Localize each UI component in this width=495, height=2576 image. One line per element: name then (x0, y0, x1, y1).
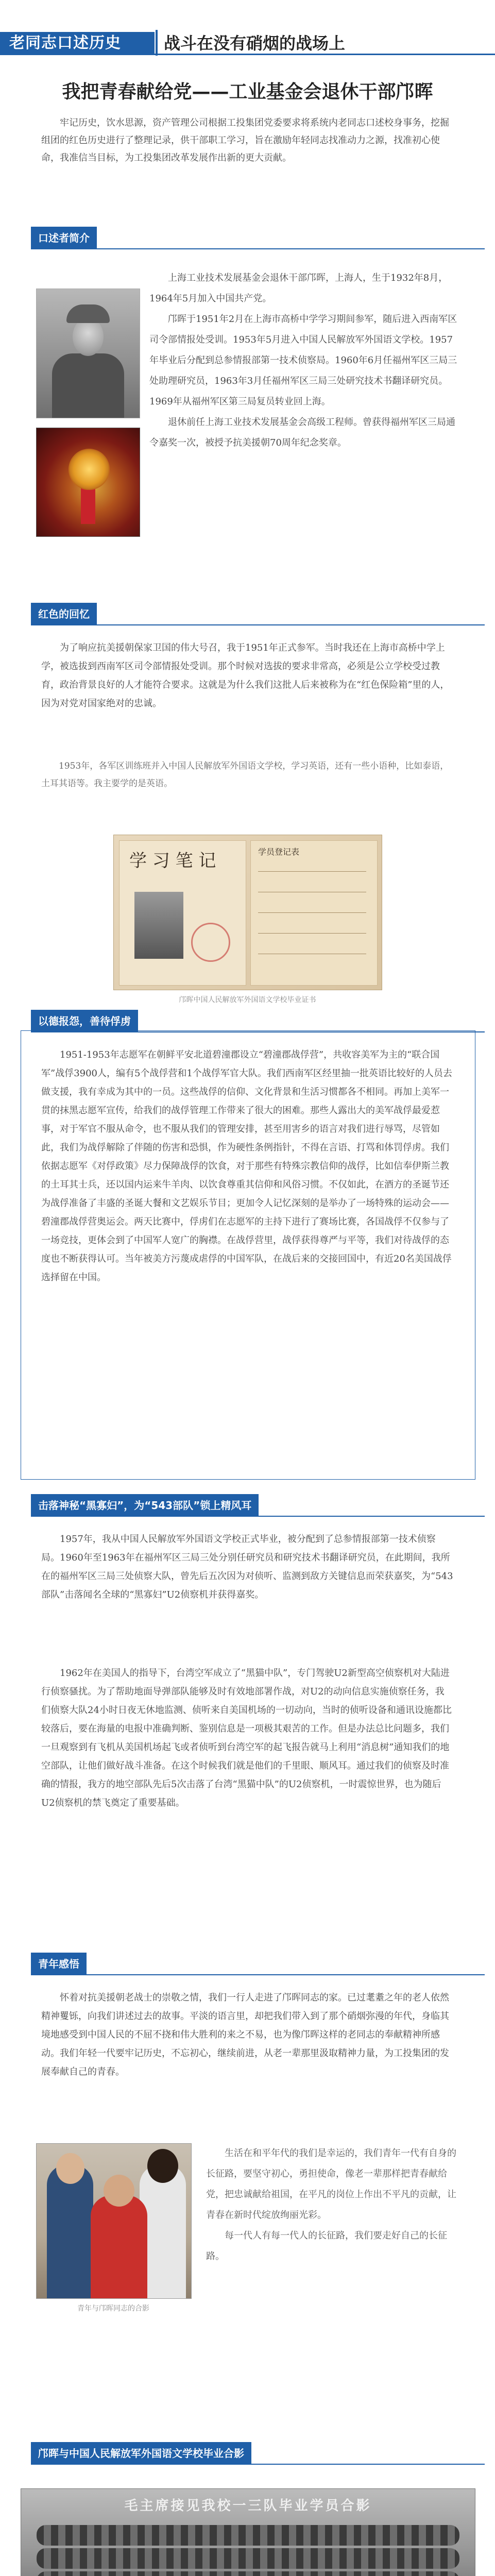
section-label: 红色的回忆 (31, 603, 97, 625)
section-heading-red-memory (10, 603, 485, 625)
reflection-paragraph: 生活在和平年代的我们是幸运的，我们青年一代有自身的长征路，要坚守初心，勇担使命，像老一辈那样把青春献给党，把忠诚献给祖国，在平凡的岗位上作出不平凡的贡献，让青春在新时代绽放绚丽光彩。 (206, 2148, 456, 2221)
blackwidow-paragraph: 1957年，我从中国人民解放军外国语文学校正式毕业，被分配到了总参情报部第一技术侦察局。1960年至1963年在福州军区三局三处分别任研究员和研究技术书翻译研究员，在此期间，我所在的福州军区三局三处侦察大队，曾先后五次因为对侦听、监测到敌方关键信息而荣获嘉奖，为“543部队”击落闻名全球的“黑寡妇”U2侦察机并获得嘉奖。 (41, 1534, 453, 1600)
seal-stamp (191, 923, 230, 962)
reflection-paragraph: 每一代人有每一代人的长征路，我们要走好自己的长征路。 (206, 2230, 447, 2262)
bio-paragraph: 邝晖于1951年2月在上海市高桥中学学习期间参军，随后进入西南军区司令部情报处受训。1953年5月进入中国人民解放军外国语文学校。1957年毕业后分配到总参情报部第一技术侦察局。1960年6月任福州军区三局三处助理研究员，1963年3月任福州军区三局三处研究技术书翻译研究员。1969年从福州军区第三局复员转业回上海。 (149, 314, 457, 407)
pow-paragraph: 1951-1953年志愿军在朝鲜平安北道碧潼郡设立“碧潼郡战俘营”，共收容美军为主的“联合国军”战俘3900人，编有5个战俘营和1个战俘军官大队。我们西南军区经里抽一批英语比较好的人员去做支援，我有幸成为其中的一员。这些战俘的信仰、文化背景和生活习惯都各不相同。再加上美军一贯的抹黑志愿军宣传，给我们的战俘管理工作带来了很大的困难。那些人露出大的美军战俘最爱惹事，对于军官不服从命令，也不服从我们的管理安排，甚至用害乡的语言对我们进行辱骂，尽管如此，我们为战俘解除了伴随的伤害和恐惧，作为硬性条例指针，不得在言语、打骂和体罚俘虏。我们依据志愿军《对俘政策》尽力保障战俘的饮食，对于那些有特殊宗教信仰的战俘，比如信奉伊斯兰教的土耳其士兵，还以国内运来牛羊肉、以饮食尊重其信仰和风俗习惯。不仅如此，在酒方的圣诞节还为战俘准备了丰盛的圣诞大餐和文艺娱乐节目；更加令人记忆深刻的是举办了一场特殊的运动会——碧潼郡战俘营奥运会。两天比赛中，俘虏们在志愿军的主持下进行了赛场比赛，各国战俘不仅参与了一场竞技，更体会到了中国军人宽广的胸襟。在战俘营里，战俘获得尊严与平等，我们对待战俘的态度也不断获得认可。当年被美方污蔑成虐俘的中国军队，在战后来的交接回国中，有近20名美国战俘选择留在中国。 (41, 1049, 452, 1283)
youth-reflection (206, 2143, 464, 2267)
graduation-certificate-photo (113, 835, 382, 990)
medal-photo (36, 428, 140, 537)
section-label: 击落神秘“黑寡妇”，为“543部队”锁上精风耳 (31, 1494, 259, 1517)
page-subtitle: 我把青春献给党——工业基金会退休干部邝晖 (62, 81, 433, 103)
title-separator (156, 30, 158, 56)
section-heading-youth (10, 1953, 485, 1975)
certificate-heading: 学员登记表 (258, 847, 300, 857)
memory-paragraph: 1953年，各军区训练班并入中国人民解放军外国语文学校，学习英语，还有一些小语种，比如泰语，土耳其语等。我主要学的是英语。 (41, 761, 449, 789)
medal-icon (69, 449, 110, 490)
certificate-caption: 邝晖中国人民解放军外国语文学校毕业证书 (179, 996, 316, 1004)
blackwidow-paragraph: 1962年在美国人的指导下，台湾空军成立了“黑猫中队”，专门驾驶U2新型高空侦察机对大陆进行侦察骚扰。为了帮助地面导弹部队能够及时有效地部署作战，对U2的动向信息实施侦察任务，我们侦察大队24小时日夜无休地监测、侦听来自美国机场的一切动向，当时的侦听设备和通讯设施都比较落后，要在海量的电报中准确判断、鉴别信息是一项极其艰苦的工作。但是办法总比问题多，我们一旦观察到有飞机从美国机场起飞或者侦听到台湾空军的起飞报告就马上利用“消息树”通知我们的地空部队，让他们做好战斗准备。在这个时候我们就是他们的千里眼、顺风耳。通过我们的侦察及时准确的情报，我方的地空部队先后5次击落了台湾“黑猫中队”的U2侦察机，一时震惊世界，也为随后U2侦察机的禁飞奠定了重要基础。 (41, 1668, 452, 1808)
section-label: 青年感悟 (31, 1953, 87, 1975)
narrator-bio (149, 268, 458, 453)
certificate-handwriting: 学 习 笔 记 (129, 851, 216, 871)
section-label: 以德报怨，善待俘虏 (31, 1010, 138, 1032)
header (0, 0, 495, 129)
section-rule (31, 248, 485, 249)
section-heading-black-widow (10, 1494, 485, 1517)
group-photo-youth (36, 2143, 192, 2299)
memory-paragraph: 为了响应抗美援朝保家卫国的伟大号召，我于1951年正式参军。当时我还在上海市高桥中学上学，被选拔到西南军区司令部情报处受训。那个时候对选拔的要求非常高，必须是公立学校受过教育，政治背景良好的人才能符合要求。这就是为什么我们这批人后来被称为在“红色保险箱”里的人，因为对党对国家绝对的忠诚。 (41, 642, 450, 709)
youth-photo-caption: 青年与邝晖同志的合影 (77, 2304, 149, 2313)
section-heading-graduation (10, 2442, 485, 2465)
section-label: 口述者简介 (31, 227, 97, 249)
intro-paragraph: 牢记历史，饮水思源，资产管理公司根据工投集团党委要求将系统内老同志口述校身事务，挖掘组团的红色历史进行了整理记录，供干部职工学习，旨在激励年轻同志找准动力之源，找准初心使命，我准信当目标，为工投集团改革发展作出新的更大贡献。 (41, 117, 449, 163)
portrait-photo (36, 289, 140, 418)
section-heading-pow (10, 1010, 485, 1032)
graduation-group-photo (21, 2488, 475, 2576)
bio-paragraph: 上海工业技术发展基金会退休干部邝晖，上海人，生于1932年8月，1964年5月加入中国共产党。 (149, 273, 448, 304)
youth-paragraph: 怀着对抗美援朝老战士的崇敬之情，我们一行人走进了邝晖同志的家。已过耄耋之年的老人依然精神矍铄，向我们讲述过去的故事。平淡的语言里，却把我们带入到了那个硝烟弥漫的年代，身临其境地感受到中国人民的不屈不挠和伟大胜利的来之不易，也为像邝晖这样的老同志的奉献精神所感动。我们年轻一代要牢记历史，不忘初心，继续前进，从老一辈那里汲取精神力量，为工投集团的发展奉献自己的青春。 (41, 1992, 449, 2077)
bio-paragraph: 退休前任上海工业技术发展基金会高级工程师。曾获得福州军区三局通令嘉奖一次，被授予抗美援朝70周年纪念奖章。 (149, 417, 455, 448)
section-label: 邝晖与中国人民解放军外国语文学校毕业合影 (31, 2442, 251, 2465)
section-heading-narrator (10, 227, 485, 249)
id-photo (134, 892, 183, 959)
column-tag: 老同志口述历史 (9, 34, 121, 52)
graduation-banner: 毛主席接见我校一三队毕业学员合影 (124, 2498, 372, 2514)
page-title: 战斗在没有硝烟的战场上 (164, 33, 346, 53)
